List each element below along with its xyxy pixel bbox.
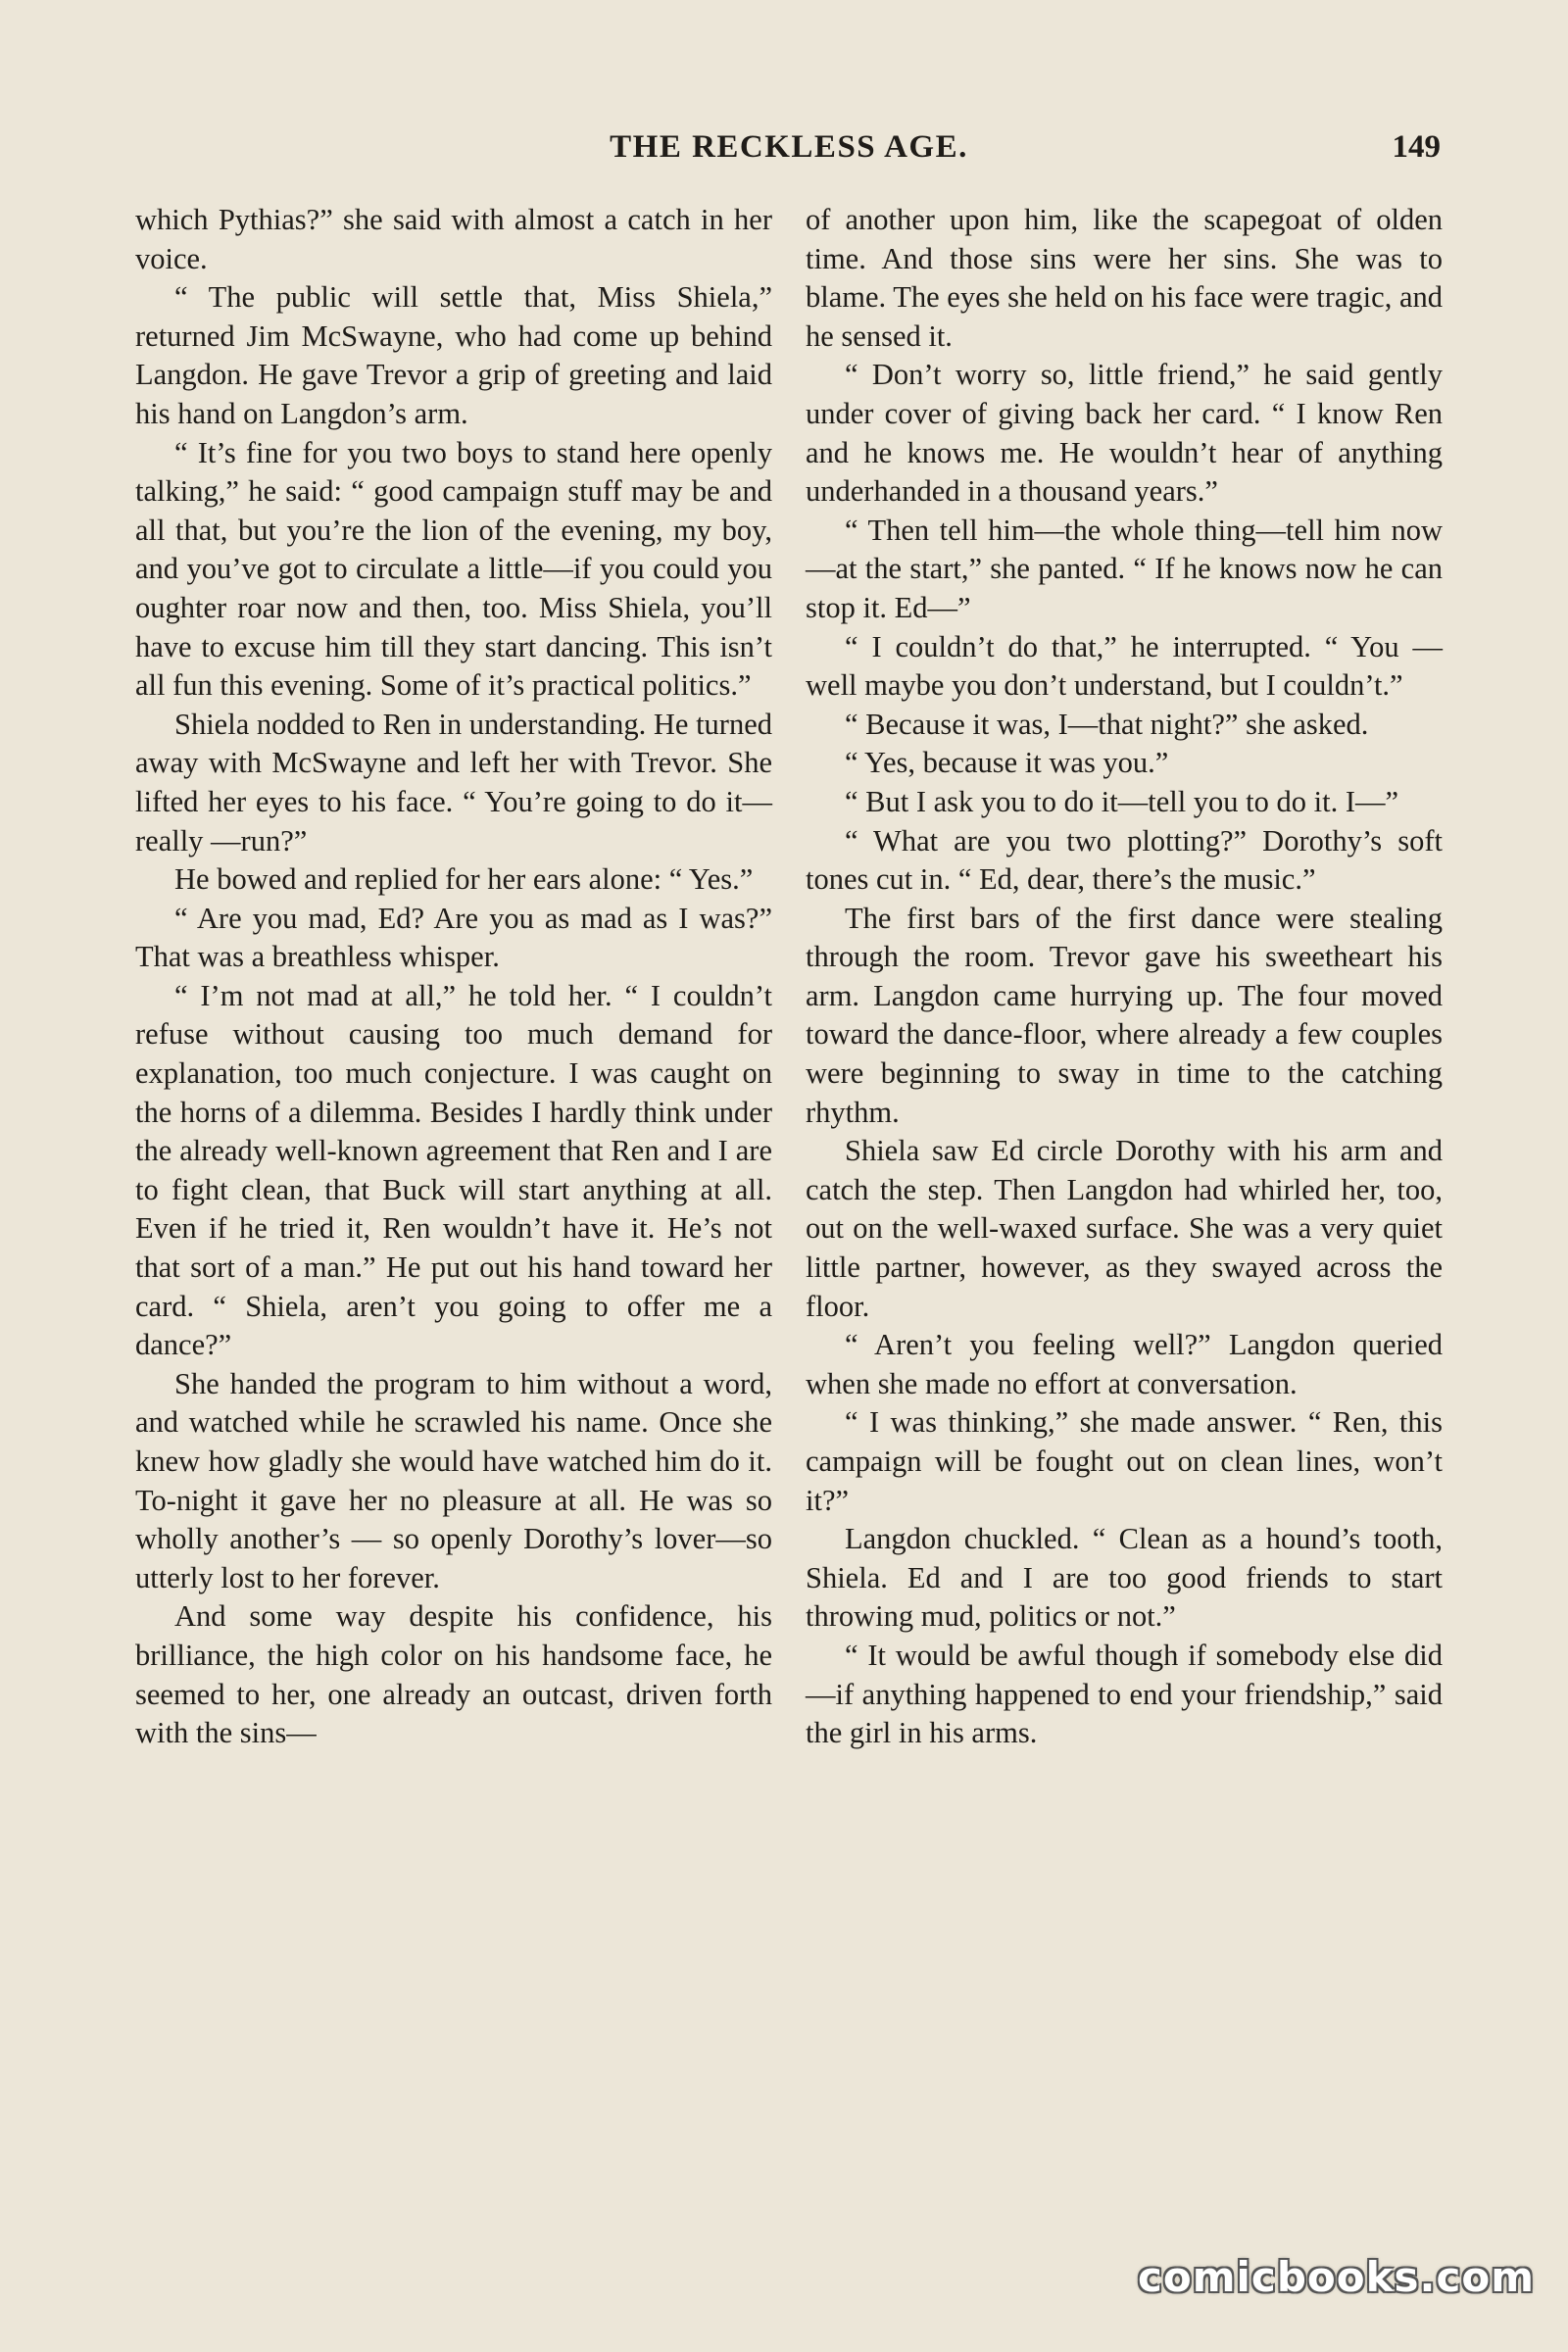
paragraph: Shiela nodded to Ren in understanding. He turned away with McSwayne and left her with Trevor. She lifted her eyes to his face. “ You’re going to do it—really —run?” — [135, 707, 772, 858]
paragraph: “ Yes, because it was you.” — [845, 746, 1169, 780]
paragraph: “ It’s fine for you two boys to stand here openly talking,” he said: “ good campaign stuff may be and all that, but you’re the lion of the evening, my boy, and you’ve got to circulate a little—if you could you oughter roar now and then, too. Miss Shiela, you’ll have to excuse him till they start dancing. This isn’t all fun this evening. Some of it’s practical politics.” — [135, 435, 772, 703]
paragraph: Shiela saw Ed circle Dorothy with his arm and catch the step. Then Langdon had whirled her, too, out on the well-waxed surface. She was a very quiet little partner, however, as they swayed across the floor. — [806, 1134, 1443, 1323]
paragraph: And some way despite his confidence, his brilliance, the high color on his handsome face, he seemed to her, one already an outcast, driven forth with the sins— — [135, 1599, 772, 1750]
paragraph: Langdon chuckled. “ Clean as a hound’s tooth, Shiela. Ed and I are too good friends to start throwing mud, politics or not.” — [806, 1522, 1443, 1634]
paragraph: “ The public will settle that, Miss Shiela,” returned Jim McSwayne, who had come up behind Langdon. He gave Trevor a grip of greeting and laid his hand on Langdon’s arm. — [135, 280, 772, 430]
right-column — [806, 201, 1443, 1753]
paragraph: “ What are you two plotting?” Dorothy’s soft tones cut in. “ Ed, dear, there’s the music.” — [806, 823, 1443, 897]
left-column — [135, 201, 772, 1753]
paragraph: “ Then tell him—the whole thing—tell him now—at the start,” she panted. “ If he knows now he can stop it. Ed—” — [806, 513, 1443, 624]
page-header — [137, 129, 1441, 178]
running-head: THE RECKLESS AGE. — [610, 129, 968, 165]
paragraph: The first bars of the first dance were stealing through the room. Trevor gave his sweetheart his arm. Langdon came hurrying up. The four moved toward the dance-floor, where already a few couples were beginning to sway in time to the catching rhythm. — [806, 901, 1443, 1129]
paragraph: “ Aren’t you feeling well?” Langdon queried when she made no effort at conversation. — [806, 1328, 1443, 1400]
paragraph: “ Don’t worry so, little friend,” he said gently under cover of giving back her card. “ I know Ren and he knows me. He wouldn’t hear of anything underhanded in a thousand years.” — [806, 358, 1443, 509]
paragraph: which Pythias?” she said with almost a catch in her voice. — [135, 203, 772, 275]
paragraph: He bowed and replied for her ears alone: “ Yes.” — [174, 862, 754, 897]
page-number: 149 — [1392, 129, 1441, 165]
paragraph: of another upon him, like the scapegoat of olden time. And those sins were her sins. She was to blame. The eyes she held on his face were tragic, and he sensed it. — [806, 203, 1443, 353]
paragraph: She handed the program to him without a word, and watched while he scrawled his name. Once she knew how gladly she would have watched him do it. To-night it gave her no pleasure at all. He was so wholly another’s — so openly Dorothy’s lover—so utterly lost to her forever. — [135, 1366, 772, 1594]
paragraph: “ But I ask you to do it—tell you to do it. I—” — [845, 784, 1399, 818]
paragraph: “ I’m not mad at all,” he told her. “ I couldn’t refuse without causing too much demand for explanation, too much conjecture. I was caught on the horns of a dilemma. Besides I hardly think under the already well-known agreement that Ren and I are to fight clean, that Buck will start anything at all. Even if he tried it, Ren wouldn’t have it. He’s not that sort of a man.” He put out his hand toward her card. “ Shiela, aren’t you going to offer me a dance?” — [135, 978, 772, 1362]
paragraph: “ Because it was, I—that night?” she asked. — [845, 707, 1369, 741]
paragraph: “ I was thinking,” she made answer. “ Ren, this campaign will be fought out on clean lines, won’t it?” — [806, 1405, 1443, 1517]
paragraph: “ It would be awful though if somebody else did—if anything happened to end your friendship,” said the girl in his arms. — [806, 1638, 1443, 1750]
watermark-logo: comicbooks.com — [1138, 2253, 1535, 2301]
paragraph: “ Are you mad, Ed? Are you as mad as I was?” That was a breathless whisper. — [135, 901, 772, 974]
paragraph: “ I couldn’t do that,” he interrupted. “ You — well maybe you don’t understand, but I couldn’t.” — [806, 629, 1443, 703]
